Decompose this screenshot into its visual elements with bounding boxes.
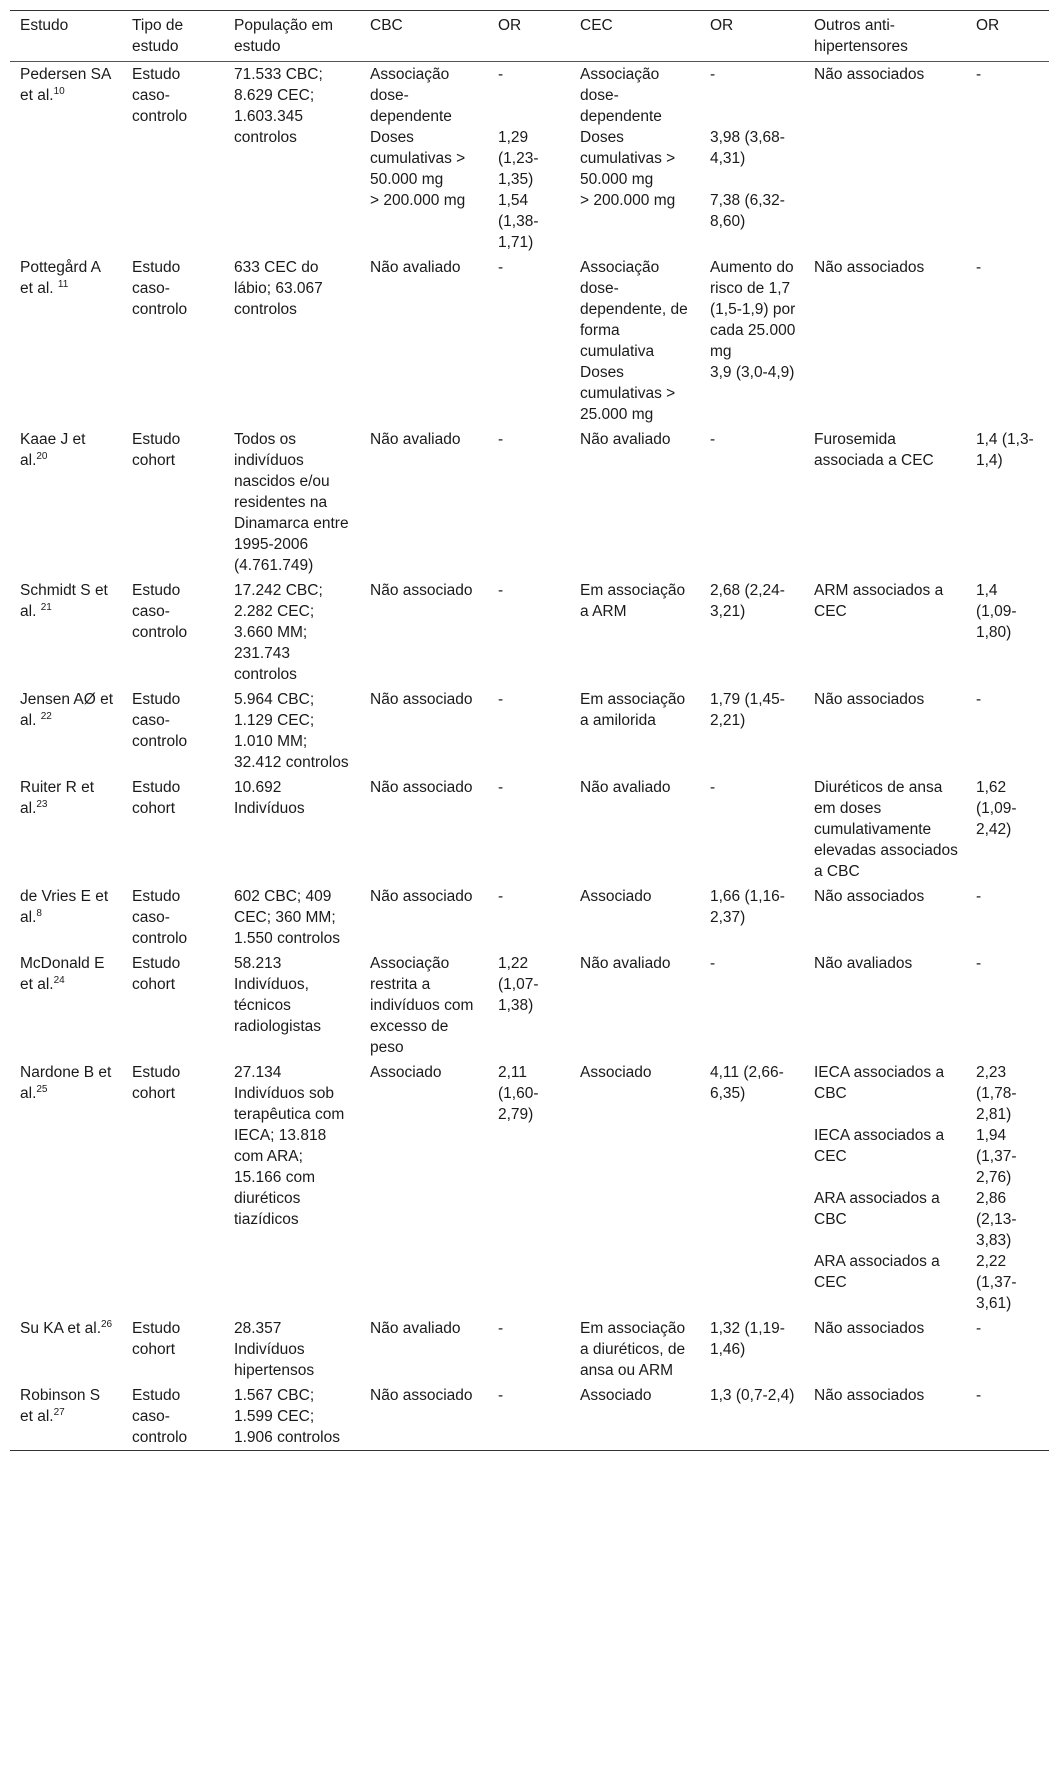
- study-name: Pottegård A et al.: [20, 259, 101, 297]
- cbc-entry: > 200.000 mg: [370, 192, 466, 209]
- cec-cell: [570, 1383, 700, 1451]
- study-name: Ruiter R et al.: [20, 779, 95, 817]
- other-entry: IECA associados a CBC: [814, 1064, 945, 1102]
- population-cell: [224, 951, 360, 1060]
- cbc-entry: Não associado: [370, 582, 473, 599]
- cec-or-value: -: [710, 779, 716, 796]
- cbc-or-value: -: [498, 1320, 504, 1337]
- cbc-entry: Não avaliado: [370, 431, 461, 448]
- other-antihypertensives-cell: [804, 951, 966, 1060]
- table-row: [10, 1316, 1049, 1383]
- cec-entry: Em associação a ARM: [580, 582, 686, 620]
- cec-entry: Associado: [580, 1387, 652, 1404]
- reference-number: 26: [101, 1318, 113, 1330]
- population: 27.134 Indivíduos sob terapêutica com IECA; 13.818 com ARA; 15.166 com diuréticos tiazídicos: [234, 1064, 345, 1228]
- population-cell: [224, 1316, 360, 1383]
- table-row: [10, 255, 1049, 427]
- study-type: Estudo cohort: [132, 779, 181, 817]
- table-row: [10, 1383, 1049, 1451]
- study-cell: [10, 62, 122, 256]
- cbc-entry: Não associado: [370, 691, 473, 708]
- cbc-or-cell: [488, 1060, 570, 1316]
- study-type: Estudo cohort: [132, 955, 181, 993]
- reference-number: 24: [53, 974, 65, 986]
- cec-or-cell: [700, 578, 804, 687]
- other-or-cell: [966, 255, 1049, 427]
- cbc-entry: Não associado: [370, 1387, 473, 1404]
- other-or-value: 1,94 (1,37-2,76): [976, 1127, 1017, 1186]
- study-type: Estudo cohort: [132, 1064, 181, 1102]
- cec-cell: [570, 255, 700, 427]
- other-entry: Não avaliados: [814, 955, 913, 972]
- table-row: [10, 884, 1049, 951]
- table-row: [10, 62, 1049, 256]
- table-container: [10, 10, 1049, 1451]
- cec-or-value: -: [710, 955, 716, 972]
- study-type: Estudo caso-controlo: [132, 582, 188, 641]
- header-cell-populacao: População em estudo: [234, 17, 334, 55]
- other-antihypertensives-cell: [804, 1060, 966, 1316]
- cec-cell: [570, 687, 700, 775]
- other-entry: ARA associados a CEC: [814, 1253, 940, 1291]
- other-entry: Não associados: [814, 1387, 925, 1404]
- reference-number: 22: [40, 710, 52, 722]
- cec-or-value: 3,98 (3,68-4,31): [710, 129, 785, 167]
- reference-number: 20: [36, 450, 48, 462]
- study-cell: [10, 427, 122, 578]
- study-type: Estudo caso-controlo: [132, 888, 188, 947]
- population-cell: [224, 884, 360, 951]
- cec-cell: [570, 1060, 700, 1316]
- cbc-cell: [360, 1060, 488, 1316]
- other-or-cell: [966, 775, 1049, 884]
- population: 17.242 CBC; 2.282 CEC; 3.660 MM; 231.743 controlos: [234, 582, 323, 683]
- cbc-or-cell: [488, 427, 570, 578]
- reference-number: 23: [36, 798, 48, 810]
- population-cell: [224, 255, 360, 427]
- reference-number: 10: [53, 85, 65, 97]
- cbc-entry: Associação restrita a indivíduos com excesso de peso: [370, 955, 474, 1056]
- cbc-or-cell: [488, 951, 570, 1060]
- cbc-or-value: 1,22 (1,07-1,38): [498, 955, 539, 1014]
- cbc-or-cell: [488, 1383, 570, 1451]
- other-or-value: 2,23 (1,78-2,81): [976, 1064, 1017, 1123]
- other-entry: ARM associados a CEC: [814, 582, 944, 620]
- population-cell: [224, 427, 360, 578]
- cec-or-cell: [700, 1383, 804, 1451]
- data-table: [10, 10, 1049, 1451]
- other-or-value: 1,4 (1,3-1,4): [976, 431, 1034, 469]
- cbc-entry: Não avaliado: [370, 1320, 461, 1337]
- study-cell: [10, 255, 122, 427]
- study-type-cell: [122, 1383, 224, 1451]
- population: 633 CEC do lábio; 63.067 controlos: [234, 259, 323, 318]
- cbc-or-cell: [488, 884, 570, 951]
- population: Todos os indivíduos nascidos e/ou residentes na Dinamarca entre 1995-2006 (4.761.749): [234, 431, 349, 574]
- cec-or-value: 2,68 (2,24-3,21): [710, 582, 785, 620]
- study-type-cell: [122, 1060, 224, 1316]
- cec-entry: Não avaliado: [580, 779, 671, 796]
- study-cell: [10, 687, 122, 775]
- other-antihypertensives-cell: [804, 255, 966, 427]
- other-or-value: -: [976, 955, 982, 972]
- header-cell-outros-or: OR: [976, 17, 1000, 34]
- cbc-or-cell: [488, 1316, 570, 1383]
- header-cell-outros: Outros anti-hipertensores: [814, 17, 908, 55]
- study-type: Estudo caso-controlo: [132, 66, 188, 125]
- population-cell: [224, 62, 360, 256]
- other-or-value: -: [976, 888, 982, 905]
- cec-cell: [570, 884, 700, 951]
- cec-entry: Associado: [580, 888, 652, 905]
- table-row: [10, 951, 1049, 1060]
- study-type-cell: [122, 427, 224, 578]
- cec-or-cell: [700, 775, 804, 884]
- cec-entry: > 200.000 mg: [580, 192, 676, 209]
- other-or-value: 1,4 (1,09-1,80): [976, 582, 1017, 641]
- cbc-entry: Associado: [370, 1064, 442, 1081]
- other-antihypertensives-cell: [804, 884, 966, 951]
- cbc-cell: [360, 951, 488, 1060]
- cbc-entry: Não avaliado: [370, 259, 461, 276]
- other-or-value: 2,86 (2,13-3,83): [976, 1190, 1017, 1249]
- reference-number: 25: [36, 1083, 48, 1095]
- study-name: Su KA et al.: [20, 1320, 101, 1337]
- cec-entry: Doses cumulativas > 25.000 mg: [580, 364, 676, 423]
- cec-or-cell: [700, 1316, 804, 1383]
- other-antihypertensives-cell: [804, 687, 966, 775]
- study-type-cell: [122, 1316, 224, 1383]
- header-row: [10, 11, 1049, 62]
- cbc-or-cell: [488, 687, 570, 775]
- other-entry: Furosemida associada a CEC: [814, 431, 934, 469]
- study-cell: [10, 884, 122, 951]
- table-row: [10, 578, 1049, 687]
- population: 28.357 Indivíduos hipertensos: [234, 1320, 315, 1379]
- table-row: [10, 687, 1049, 775]
- study-type: Estudo cohort: [132, 431, 181, 469]
- cec-or-cell: [700, 62, 804, 256]
- other-entry: Não associados: [814, 1320, 925, 1337]
- study-type: Estudo caso-controlo: [132, 1387, 188, 1446]
- population-cell: [224, 1383, 360, 1451]
- study-type-cell: [122, 62, 224, 256]
- cbc-or-value: -: [498, 691, 504, 708]
- cec-entry: Em associação a amilorida: [580, 691, 686, 729]
- cbc-cell: [360, 687, 488, 775]
- population: 5.964 CBC; 1.129 CEC; 1.010 MM; 32.412 controlos: [234, 691, 349, 771]
- study-cell: [10, 1383, 122, 1451]
- other-or-value: -: [976, 66, 982, 83]
- other-antihypertensives-cell: [804, 578, 966, 687]
- study-type-cell: [122, 687, 224, 775]
- cbc-cell: [360, 884, 488, 951]
- study-name: Schmidt S et al.: [20, 582, 108, 620]
- study-name: Nardone B et al.: [20, 1064, 112, 1102]
- other-or-value: -: [976, 259, 982, 276]
- study-type: Estudo cohort: [132, 1320, 181, 1358]
- header-cell-cec-or: OR: [710, 17, 734, 34]
- reference-number: 8: [36, 907, 42, 919]
- table-body: [10, 62, 1049, 1451]
- cec-entry: Associado: [580, 1064, 652, 1081]
- study-type: Estudo caso-controlo: [132, 259, 188, 318]
- cbc-or-cell: [488, 578, 570, 687]
- cbc-or-value: -: [498, 431, 504, 448]
- study-cell: [10, 775, 122, 884]
- cbc-or-value: -: [498, 259, 504, 276]
- cbc-or-value: -: [498, 1387, 504, 1404]
- other-or-cell: [966, 62, 1049, 256]
- cec-entry: Doses cumulativas > 50.000 mg: [580, 129, 676, 188]
- study-name: Kaae J et al.: [20, 431, 86, 469]
- other-or-cell: [966, 578, 1049, 687]
- cec-or-value: -: [710, 431, 716, 448]
- cbc-or-value: 2,11 (1,60-2,79): [498, 1064, 539, 1123]
- header-cell-estudo: Estudo: [20, 17, 69, 34]
- cec-or-cell: [700, 1060, 804, 1316]
- other-or-cell: [966, 1383, 1049, 1451]
- cec-cell: [570, 62, 700, 256]
- other-antihypertensives-cell: [804, 775, 966, 884]
- cbc-cell: [360, 62, 488, 256]
- cbc-cell: [360, 775, 488, 884]
- cbc-cell: [360, 255, 488, 427]
- other-antihypertensives-cell: [804, 1316, 966, 1383]
- other-or-cell: [966, 687, 1049, 775]
- study-type-cell: [122, 775, 224, 884]
- population: 1.567 CBC; 1.599 CEC; 1.906 controlos: [234, 1387, 340, 1446]
- other-entry: Não associados: [814, 66, 925, 83]
- population-cell: [224, 775, 360, 884]
- cbc-entry: Associação dose-dependente: [370, 66, 452, 125]
- header-cell-cbc: CBC: [370, 17, 403, 34]
- study-type-cell: [122, 951, 224, 1060]
- study-type-cell: [122, 578, 224, 687]
- cec-cell: [570, 1316, 700, 1383]
- study-cell: [10, 578, 122, 687]
- table-row: [10, 427, 1049, 578]
- cbc-cell: [360, 1383, 488, 1451]
- cec-or-cell: [700, 687, 804, 775]
- other-antihypertensives-cell: [804, 1383, 966, 1451]
- other-entry: Diuréticos de ansa em doses cumulativamente elevadas associados a CBC: [814, 779, 958, 880]
- cec-or-value: Aumento do risco de 1,7 (1,5-1,9) por cada 25.000 mg: [710, 259, 796, 360]
- cec-or-value: 1,79 (1,45-2,21): [710, 691, 785, 729]
- header-cell-cbc-or: OR: [498, 17, 522, 34]
- population: 10.692 Indivíduos: [234, 779, 305, 817]
- population: 71.533 CBC; 8.629 CEC; 1.603.345 controlos: [234, 66, 323, 146]
- other-entry: ARA associados a CBC: [814, 1190, 940, 1228]
- table-header: [10, 11, 1049, 62]
- cbc-or-value: -: [498, 888, 504, 905]
- cbc-or-value: 1,54 (1,38-1,71): [498, 192, 539, 251]
- population: 58.213 Indivíduos, técnicos radiologistas: [234, 955, 322, 1035]
- cec-entry: Em associação a diuréticos, de ansa ou ARM: [580, 1320, 686, 1379]
- study-cell: [10, 1060, 122, 1316]
- cec-entry: Não avaliado: [580, 955, 671, 972]
- cec-cell: [570, 578, 700, 687]
- cbc-or-value: -: [498, 779, 504, 796]
- population-cell: [224, 1060, 360, 1316]
- study-cell: [10, 1316, 122, 1383]
- other-or-cell: [966, 1060, 1049, 1316]
- other-or-cell: [966, 951, 1049, 1060]
- cec-or-cell: [700, 255, 804, 427]
- other-antihypertensives-cell: [804, 62, 966, 256]
- cbc-cell: [360, 427, 488, 578]
- population-cell: [224, 578, 360, 687]
- header-cell-cec: CEC: [580, 17, 613, 34]
- other-or-value: -: [976, 1320, 982, 1337]
- cec-or-cell: [700, 884, 804, 951]
- cec-entry: Associação dose-dependente: [580, 66, 662, 125]
- other-or-value: 1,62 (1,09-2,42): [976, 779, 1017, 838]
- cbc-or-value: 1,29 (1,23-1,35): [498, 129, 539, 188]
- cec-or-value: 1,3 (0,7-2,4): [710, 1387, 795, 1404]
- population-cell: [224, 687, 360, 775]
- other-or-value: -: [976, 691, 982, 708]
- table-row: [10, 775, 1049, 884]
- cbc-or-cell: [488, 255, 570, 427]
- other-or-value: 2,22 (1,37-3,61): [976, 1253, 1017, 1312]
- other-entry: Não associados: [814, 888, 925, 905]
- cbc-or-value: -: [498, 582, 504, 599]
- other-entry: Não associados: [814, 259, 925, 276]
- other-antihypertensives-cell: [804, 427, 966, 578]
- cec-or-value: 7,38 (6,32-8,60): [710, 192, 785, 230]
- reference-number: 11: [57, 278, 69, 290]
- study-name: Robinson S et al.: [20, 1387, 101, 1425]
- other-or-cell: [966, 1316, 1049, 1383]
- cbc-or-cell: [488, 62, 570, 256]
- cec-or-value: 1,66 (1,16-2,37): [710, 888, 785, 926]
- population: 602 CBC; 409 CEC; 360 MM; 1.550 controlos: [234, 888, 340, 947]
- cbc-entry: Doses cumulativas > 50.000 mg: [370, 129, 466, 188]
- reference-number: 21: [40, 601, 52, 613]
- table-row: [10, 1060, 1049, 1316]
- cbc-entry: Não associado: [370, 888, 473, 905]
- study-type-cell: [122, 255, 224, 427]
- reference-number: 27: [53, 1406, 65, 1418]
- cbc-cell: [360, 1316, 488, 1383]
- header-cell-tipo: Tipo de estudo: [132, 17, 184, 55]
- other-entry: Não associados: [814, 691, 925, 708]
- other-or-cell: [966, 884, 1049, 951]
- cbc-or-cell: [488, 775, 570, 884]
- cbc-or-value: -: [498, 66, 504, 83]
- cec-or-value: 3,9 (3,0-4,9): [710, 364, 795, 381]
- cec-or-cell: [700, 951, 804, 1060]
- cbc-entry: Não associado: [370, 779, 473, 796]
- cec-or-value: 1,32 (1,19-1,46): [710, 1320, 785, 1358]
- cec-entry: Associação dose-dependente, de forma cumulativa: [580, 259, 688, 360]
- cec-or-value: 4,11 (2,66-6,35): [710, 1064, 784, 1102]
- study-name: McDonald E et al.: [20, 955, 105, 993]
- cec-or-value: -: [710, 66, 716, 83]
- study-type-cell: [122, 884, 224, 951]
- study-type: Estudo caso-controlo: [132, 691, 188, 750]
- cec-cell: [570, 951, 700, 1060]
- cbc-cell: [360, 578, 488, 687]
- cec-cell: [570, 775, 700, 884]
- cec-cell: [570, 427, 700, 578]
- cec-entry: Não avaliado: [580, 431, 671, 448]
- study-name: Jensen AØ et al.: [20, 691, 114, 729]
- study-cell: [10, 951, 122, 1060]
- other-entry: IECA associados a CEC: [814, 1127, 945, 1165]
- other-or-value: -: [976, 1387, 982, 1404]
- study-name: de Vries E et al.: [20, 888, 109, 926]
- study-name: Pedersen SA et al.: [20, 66, 111, 104]
- cec-or-cell: [700, 427, 804, 578]
- other-or-cell: [966, 427, 1049, 578]
